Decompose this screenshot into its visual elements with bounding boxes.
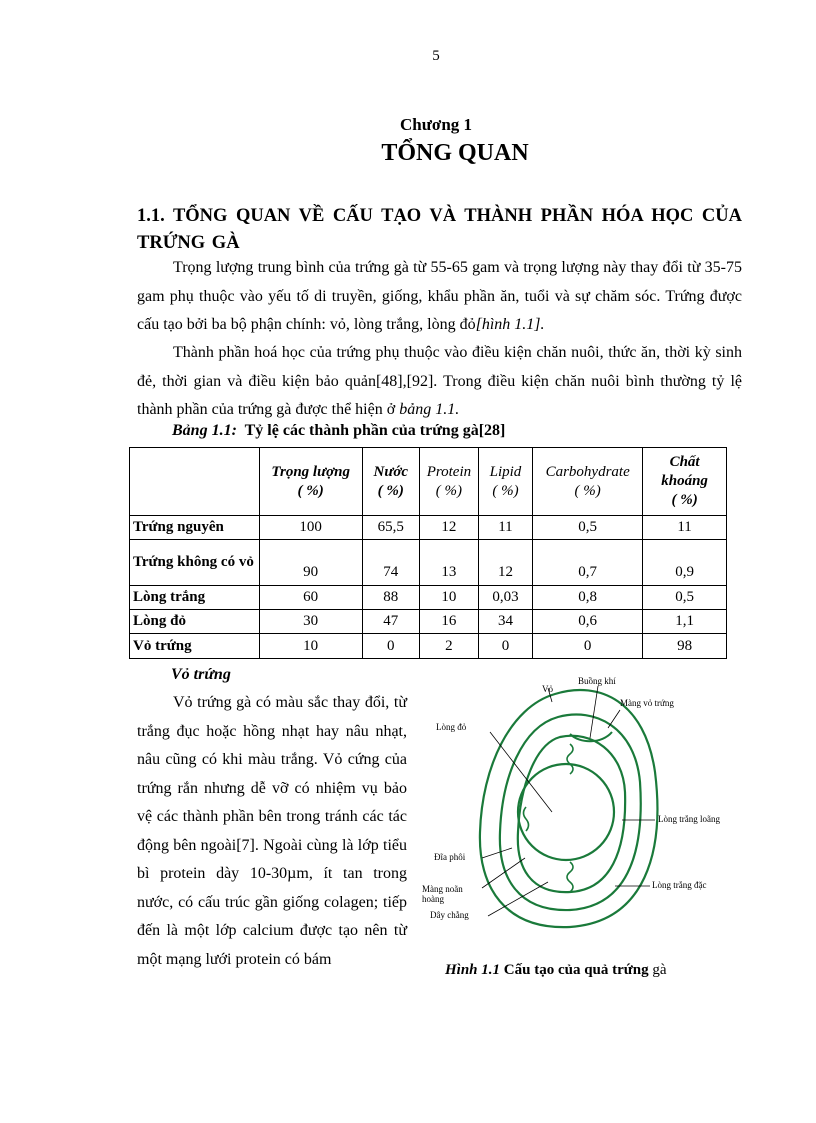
table-header [533, 448, 643, 516]
row-label: Trứng không có vỏ [130, 540, 260, 586]
table-row [130, 634, 727, 659]
header-name: Protein [426, 463, 472, 480]
row-label: Lòng trắng [130, 586, 260, 610]
figure-caption-tail: gà [652, 962, 667, 978]
table-cell: 0,5 [533, 516, 643, 540]
label-chalaza: Dây chằng [430, 910, 469, 920]
pointer-germinal-disc [482, 848, 512, 858]
table-header-row [130, 448, 727, 516]
table-header [259, 448, 362, 516]
table-cell: 0 [533, 634, 643, 659]
table-header [643, 448, 727, 516]
table-cell: 12 [478, 540, 532, 586]
header-unit: ( %) [435, 482, 463, 499]
table-cell: 10 [259, 634, 362, 659]
table-cell: 47 [362, 610, 420, 634]
pointer-air-cell [590, 686, 598, 738]
paragraph-eggshell [137, 689, 407, 974]
table-cell: 0 [478, 634, 532, 659]
table-cell: 10 [420, 586, 479, 610]
label-yolk: Lòng đỏ [436, 722, 467, 732]
composition-table [129, 447, 727, 659]
table-cell: 100 [259, 516, 362, 540]
table-cell: 13 [420, 540, 479, 586]
figure-caption [445, 962, 667, 979]
header-unit: ( %) [492, 482, 519, 499]
table-header [478, 448, 532, 516]
table-cell: 60 [259, 586, 362, 610]
figure-caption-text: Cấu tạo của quả trứng [503, 962, 649, 978]
egg-structure-figure [422, 672, 760, 942]
row-label: Lòng đỏ [130, 610, 260, 634]
table-header-empty [130, 448, 260, 516]
table-header [362, 448, 420, 516]
label-shell-membrane: Màng vỏ trứng [620, 698, 674, 708]
table-row [130, 586, 727, 610]
label-shell: Vỏ [542, 684, 553, 694]
table-row [130, 516, 727, 540]
table-cell: 12 [420, 516, 479, 540]
label-germinal-disc: Đĩa phôi [434, 852, 466, 862]
header-unit: ( %) [574, 482, 601, 499]
table-cell: 0,9 [643, 540, 727, 586]
table-cell: 16 [420, 610, 479, 634]
figure-reference: [hình 1.1]. [475, 316, 545, 333]
thick-white-outline [518, 736, 625, 892]
table-cell: 34 [478, 610, 532, 634]
label-air-cell: Buồng khí [578, 676, 616, 686]
paragraph-weight-text: Trọng lượng trung bình của trứng gà từ 55-65 gam và trọng lượng này thay đổi từ 35-75 gam phụ thuộc vào yếu tố di truyền, giống, khẩu phần ăn, tuổi và sự chăm sóc. Trứng được cấu tạo bởi ba bộ phận chính: vỏ, lòng trắng, lòng đỏ [137, 259, 742, 333]
header-name: Chất khoáng [661, 454, 708, 489]
table-row [130, 610, 727, 634]
row-label: Vỏ trứng [130, 634, 260, 659]
row-label: Trứng nguyên [130, 516, 260, 540]
header-name: Nước [373, 463, 409, 480]
table-cell: 90 [259, 540, 362, 586]
table-caption [172, 422, 505, 440]
table-cell: 11 [643, 516, 727, 540]
section-heading: 1.1. TỔNG QUAN VỀ CẤU TẠO VÀ THÀNH PHẦN HÓA HỌC CỦA TRỨNG GÀ [137, 206, 742, 253]
table-caption-text: Tỷ lệ các thành phần của trứng gà[28] [244, 422, 506, 439]
table-header [420, 448, 479, 516]
table-row [130, 540, 727, 586]
table-cell: 65,5 [362, 516, 420, 540]
yolk-outline [518, 764, 614, 860]
paragraph-eggshell-text: Vỏ trứng gà có màu sắc thay đổi, từ trắng đục hoặc hồng nhạt hay nâu nhạt, nâu cũng có khi màu trắng. Vỏ cứng của trứng rắn nhưng dễ vỡ có nhiệm vụ bảo vệ các thành phần bên trong tránh các tác động bên ngoài[7]. Ngoài cùng là lớp tiểu bì protein dày 10-30µm, ít tan trong nước, có cấu trúc gần giống colagen; tiếp đến là một lớp calcium được tạo nên từ một mạng lưới protein có bám [137, 694, 407, 968]
header-name: Lipid [489, 463, 522, 480]
table-reference: bảng 1.1. [399, 401, 460, 418]
table-caption-label: Bảng 1.1: [172, 422, 237, 439]
table-cell: 0,6 [533, 610, 643, 634]
table-cell: 98 [643, 634, 727, 659]
subheading-eggshell: Vỏ trứng [171, 666, 231, 683]
paragraph-composition-text: Thành phần hoá học của trứng phụ thuộc vào điều kiện chăn nuôi, thức ăn, thời kỳ sinh đẻ, thời gian và điều kiện bảo quản[48],[92]. Trong điều kiện chăn nuôi bình thường tỷ lệ thành phần của trứng gà được thể hiện ở [137, 344, 742, 418]
table-cell: 11 [478, 516, 532, 540]
chapter-label: Chương 1 [399, 115, 473, 134]
table-cell: 2 [420, 634, 479, 659]
table-cell: 74 [362, 540, 420, 586]
header-name: Trọng lượng [271, 463, 350, 480]
table-cell: 0,8 [533, 586, 643, 610]
label-vitelline-membrane: Màng noãn hoàng [422, 884, 463, 904]
pointer-shell-membrane [608, 710, 620, 728]
paragraph-weight [137, 254, 742, 340]
header-unit: ( %) [377, 482, 404, 499]
table-cell: 1,1 [643, 610, 727, 634]
table-cell: 0,7 [533, 540, 643, 586]
table-cell: 0 [362, 634, 420, 659]
figure-caption-label: Hình 1.1 [445, 962, 501, 978]
chalaza-bottom [567, 862, 573, 892]
chalaza-left [524, 807, 529, 831]
paragraph-composition [137, 339, 742, 425]
table-cell: 30 [259, 610, 362, 634]
label-thin-white: Lòng trắng loãng [658, 814, 720, 824]
header-name: Carbohydrate [545, 463, 630, 480]
chapter-title: TỔNG QUAN [381, 140, 529, 166]
table-cell: 0,5 [643, 586, 727, 610]
label-thick-white: Lòng trắng đặc [652, 880, 707, 890]
header-unit: ( %) [671, 492, 698, 508]
header-unit: ( %) [297, 482, 324, 499]
table-cell: 88 [362, 586, 420, 610]
page-number: 5 [432, 48, 440, 64]
table-cell: 0,03 [478, 586, 532, 610]
chalaza-top [567, 744, 573, 774]
